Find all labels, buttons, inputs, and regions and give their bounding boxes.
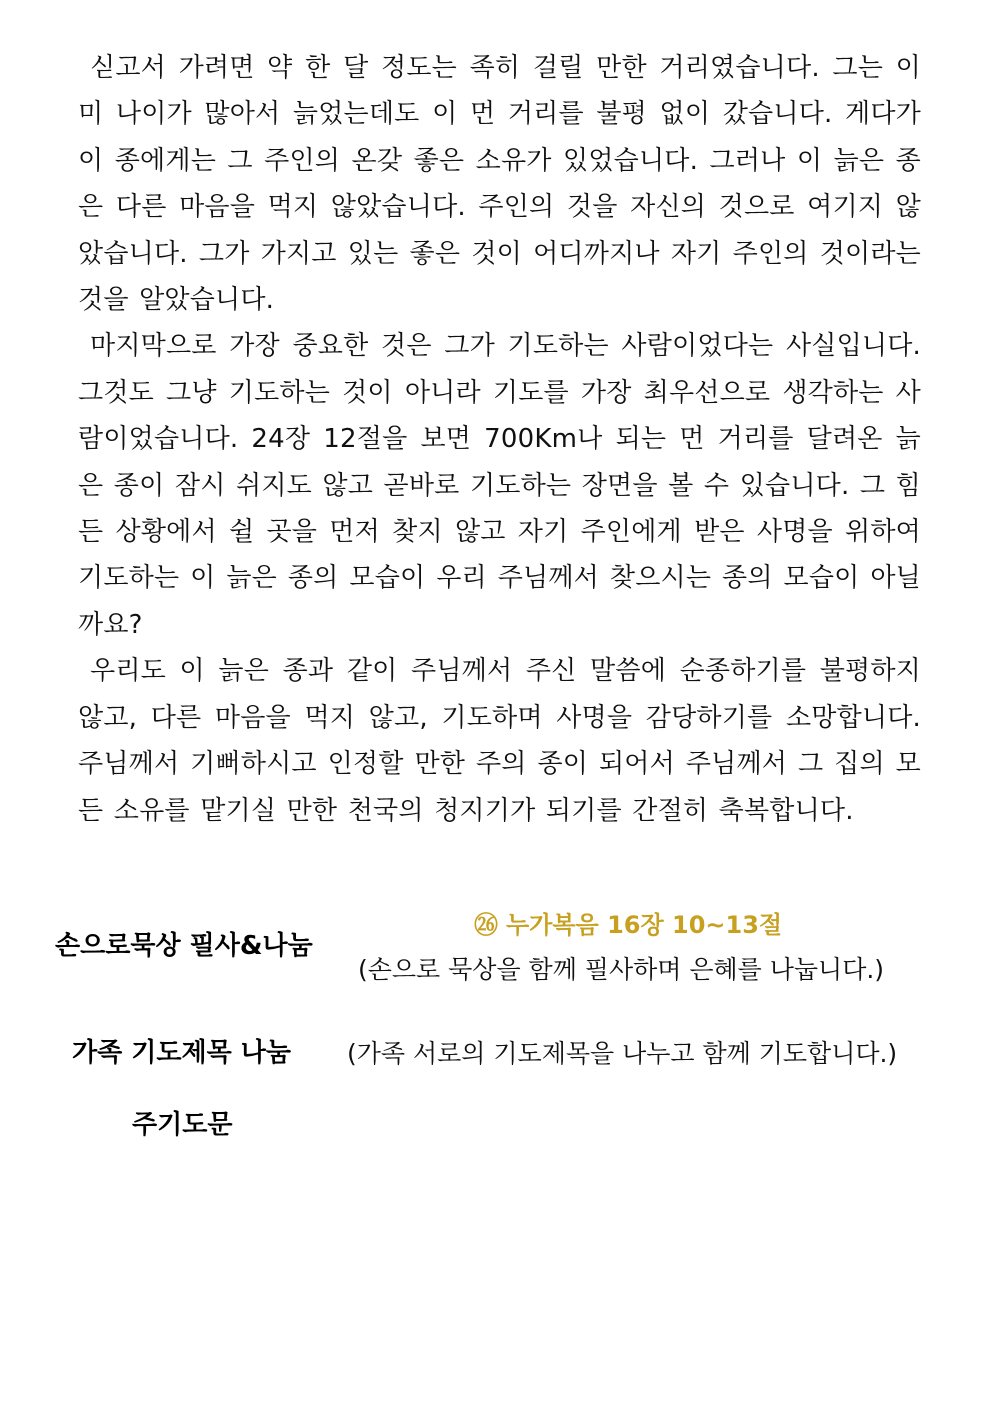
sermon-body [78,45,921,834]
reading-reference: 누가복음 16장 10~13절 [506,911,783,939]
family-prayer-note: (가족 서로의 기도제목을 나누고 함께 기도합니다.) [347,1039,898,1068]
scripture-reading [474,905,782,940]
handwriting-note: (손으로 묵상을 함께 필사하며 은혜를 나눕니다.) [358,955,885,984]
paragraph: 싣고서 가려면 약 한 달 정도는 족히 걸릴 만한 거리였습니다. 그는 이미 나이가 많아서 늙었는데도 이 먼 거리를 불평 없이 갔습니다. 게다가 이 종에게는 그 주인의 온갖 좋은 소유가 있었습니다. 그러나 이 늙은 종은 다른 마음을 먹지 않았습니다. 주인의 것을 자신의 것으로 여기지 않았습니다. 그가 가지고 있는 좋은 것이 어디까지나 자기 주인의 것이라는 것을 알았습니다. [78,53,921,316]
family-prayer-label: 가족 기도제목 나눔 [72,1038,292,1068]
reading-number: ㉖ [474,911,498,939]
paragraph: 우리도 이 늙은 종과 같이 주님께서 주신 말씀에 순종하기를 불평하지 않고, 다른 마음을 먹지 않고, 기도하며 사명을 감당하기를 소망합니다. 주님께서 기뻐하시고 인정할 만한 주의 종이 되어서 주님께서 그 집의 모든 소유를 맡기실 만한 천국의 청지기가 되기를 간절히 축복합니다. [78,656,921,826]
lords-prayer-label: 주기도문 [132,1110,233,1140]
handwriting-label: 손으로묵상 필사&나눔 [55,931,313,961]
paragraph: 마지막으로 가장 중요한 것은 그가 기도하는 사람이었다는 사실입니다. 그것도 그냥 기도하는 것이 아니라 기도를 가장 최우선으로 생각하는 사람이었습니다. 24장 12절을 보면 700Km나 되는 먼 거리를 달려온 늙은 종이 잠시 쉬지도 않고 곧바로 기도하는 장면을 볼 수 있습니다. 그 힘든 상황에서 쉴 곳을 먼저 찾지 않고 자기 주인에게 받은 사명을 위하여 기도하는 이 늙은 종의 모습이 우리 주님께서 찾으시는 종의 모습이 아닐까요? [78,331,921,640]
